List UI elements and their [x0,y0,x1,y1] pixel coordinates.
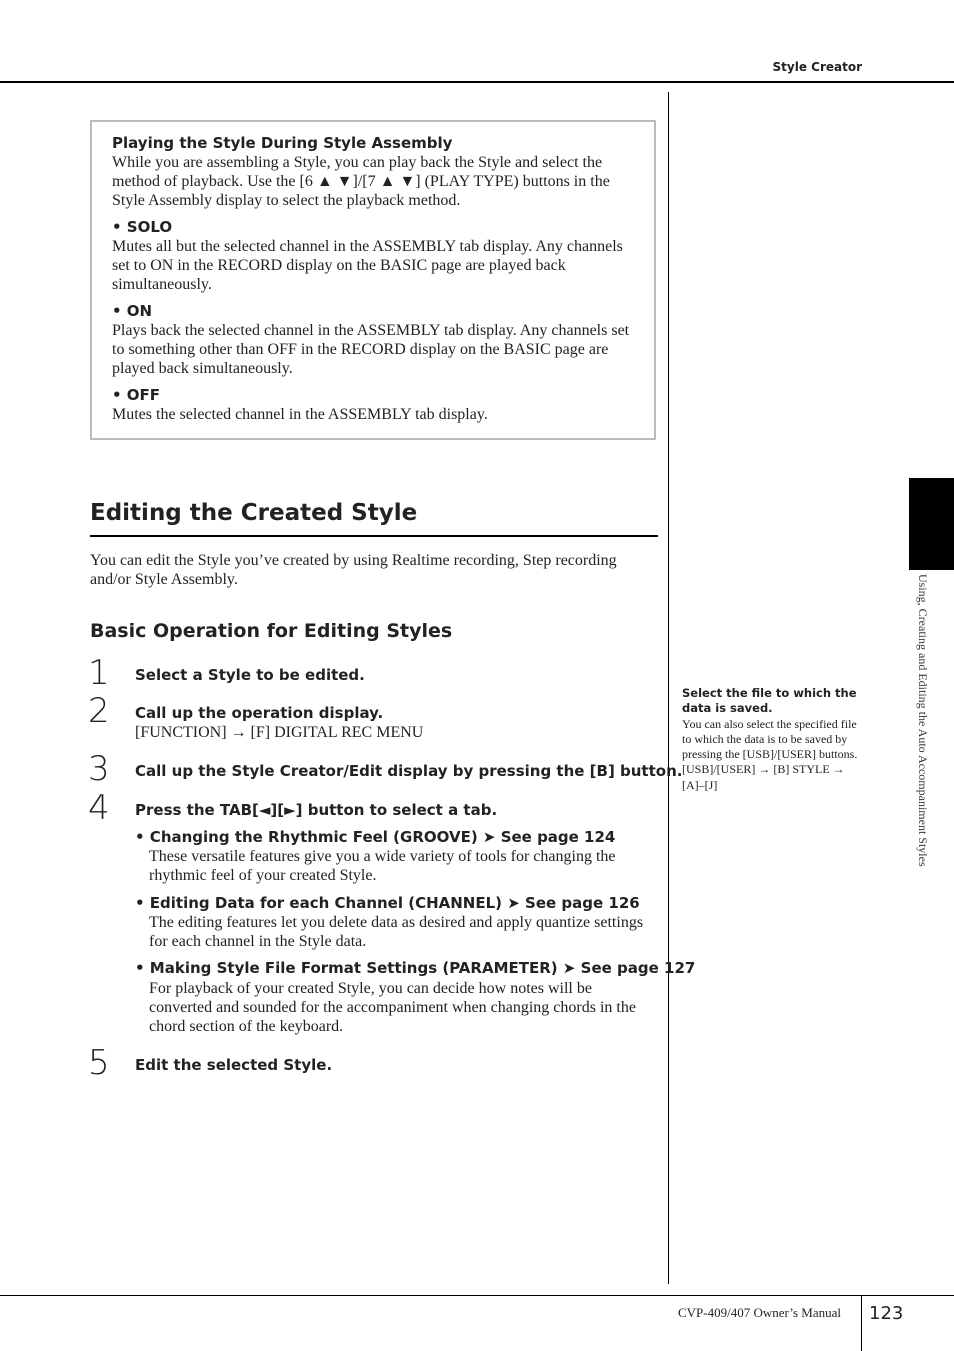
note-item-off-text: Mutes the selected channel in the ASSEMBLY tab display. [112,406,488,423]
side-note-path: [USB]/[USER] → [B] STYLE → [A]–[J] [682,762,845,792]
page-number: 123 [869,1303,904,1324]
header-rule [0,81,954,83]
step-number: 4 [88,788,110,828]
section-title-rule [90,535,658,537]
section-intro: You can edit the Style you’ve created by using Realtime recording, Step recording and/or Style Assembly. [90,552,617,588]
column-divider [668,92,669,1284]
subsection-title: Basic Operation for Editing Styles [90,620,453,642]
playback-note-box [90,120,656,440]
chapter-tab-marker [909,478,954,570]
footer-manual-title: CVP-409/407 Owner’s Manual [678,1305,841,1320]
side-note [682,686,862,793]
footer-divider [861,1296,862,1351]
step-text: Call up the Style Creator/Edit display by pressing the [B] button. [135,762,683,780]
running-header: Style Creator [772,60,862,74]
step-number: 5 [88,1043,110,1083]
tab-option-head: • Changing the Rhythmic Feel (GROOVE) ➤ See page 124 [135,828,616,846]
side-note-title: Select the file to which the data is saved. [682,686,857,716]
tab-option-body: For playback of your created Style, you can decide how notes will be converted and sounded for the accompaniment when changing chords in the chord section of the keyboard. [149,980,636,1035]
side-note-text: You can also select the specified file to which the data is to be saved by pressing the [USB]/[USER] buttons. [682,716,858,762]
note-title: Playing the Style During Style Assembly [112,134,453,152]
step-number: 1 [88,653,110,693]
tab-option-head: • Making Style File Format Settings (PARAMETER) ➤ See page 127 [135,959,696,977]
tab-option-body: The editing features let you delete data as desired and apply quantize settings for each channel in the Style data. [149,914,644,950]
footer-rule [0,1295,954,1296]
step-text: Select a Style to be edited. [135,666,365,684]
note-item-solo-label: • SOLO [112,218,173,236]
note-item-solo-text: Mutes all but the selected channel in the ASSEMBLY tab display. Any channels set to ON in the RECORD display on the BASIC page are played back simultaneously. [112,238,623,293]
step-number: 3 [88,749,110,789]
note-item-on-text: Plays back the selected channel in the ASSEMBLY tab display. Any channels set to something other than OFF in the RECORD display on the BASIC page are played back simultaneously. [112,322,630,377]
step-text: Call up the operation display. [135,704,384,722]
note-intro: While you are assembling a Style, you can play back the Style and select the method of playback. Use the [6 ▲ ▼]/[7 ▲ ▼] (PLAY TYPE) buttons in the Style Assembly display to select the playback method. [112,154,610,209]
step-text: Press the TAB[◄][►] button to select a tab. [135,801,498,819]
step-operation-path: [FUNCTION] → [F] DIGITAL REC MENU [135,724,424,741]
chapter-tab-label: Using, Creating and Editing the Auto Accompaniment Styles [916,574,930,867]
note-item-on-label: • ON [112,302,153,320]
tab-option-body: These versatile features give you a wide variety of tools for changing the rhythmic feel of your created Style. [149,848,616,884]
tab-option-head: • Editing Data for each Channel (CHANNEL) ➤ See page 126 [135,894,640,912]
section-title: Editing the Created Style [90,500,418,526]
note-item-off-label: • OFF [112,386,161,404]
step-text: Edit the selected Style. [135,1056,333,1074]
step-number: 2 [88,691,110,731]
